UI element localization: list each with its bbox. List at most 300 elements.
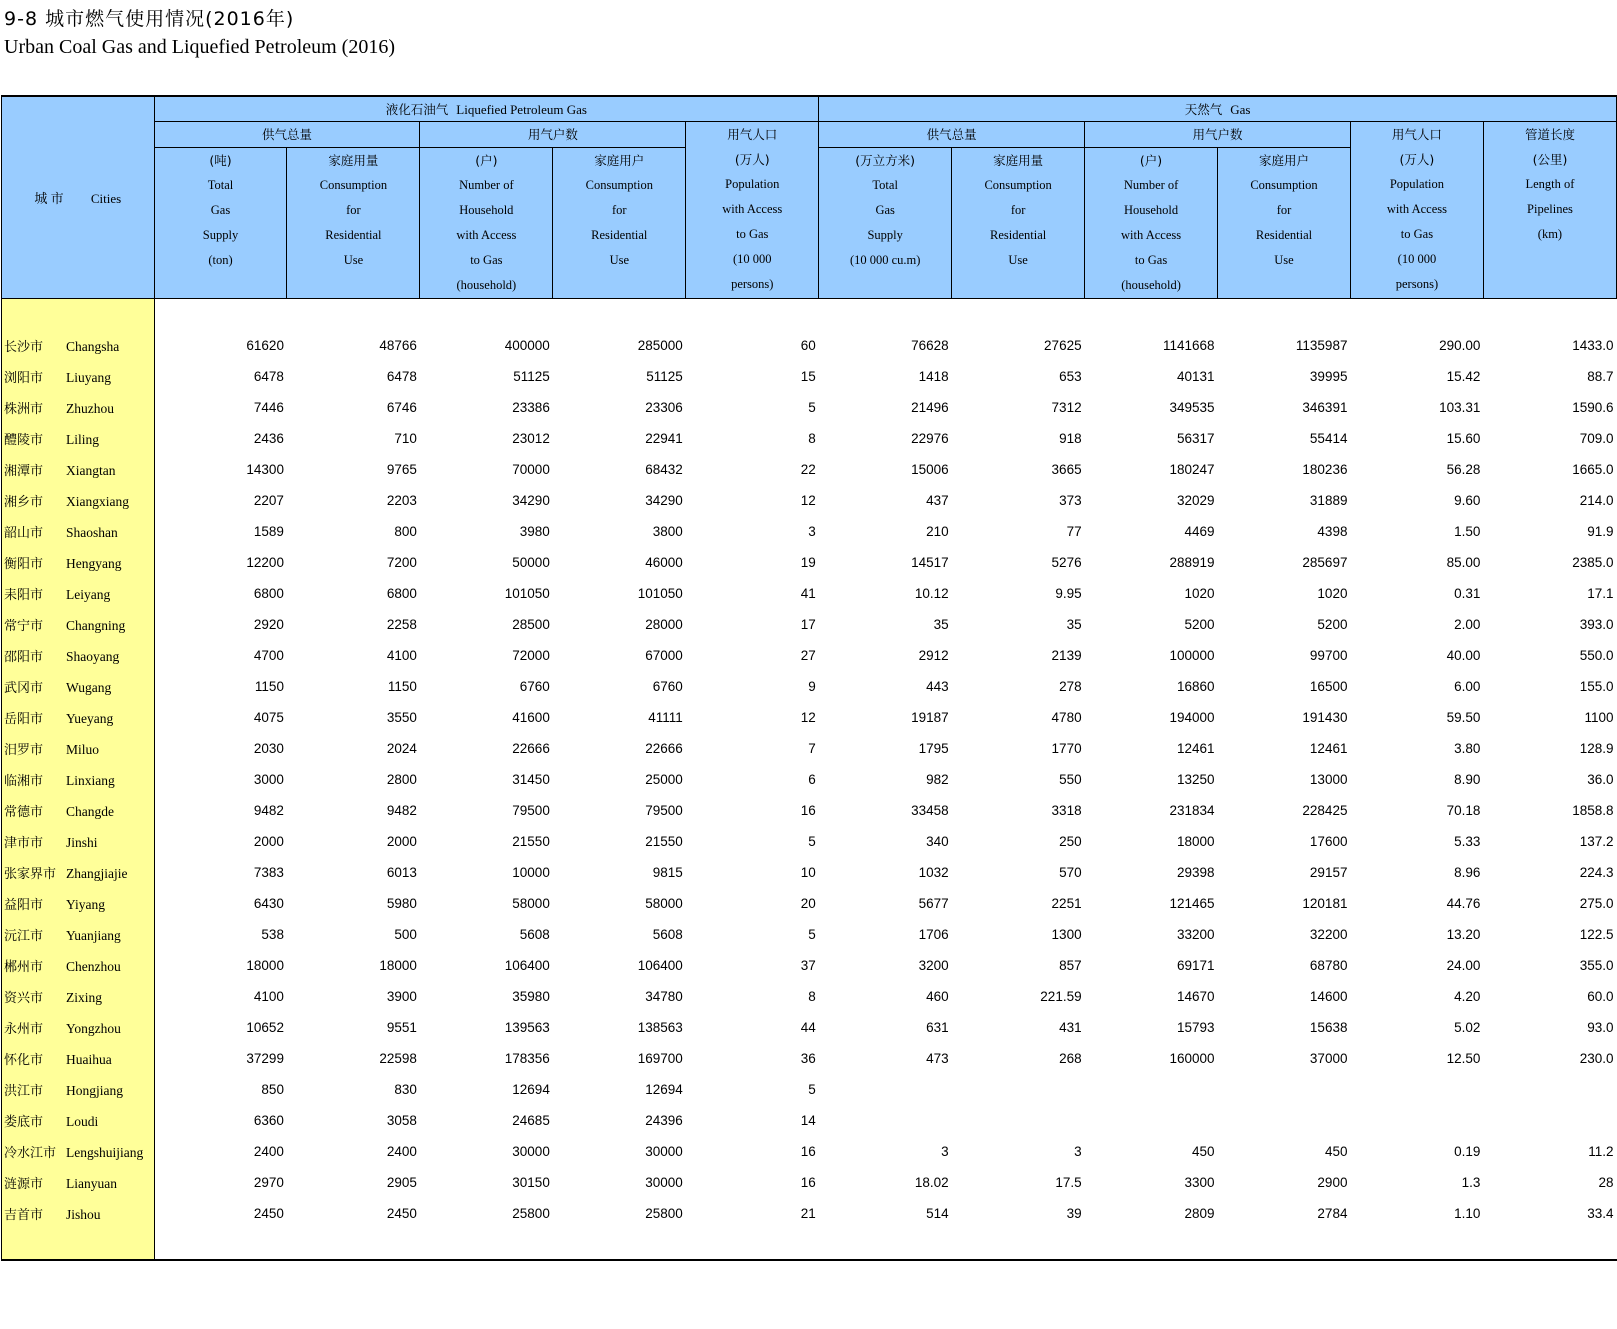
header-line: Household: [1123, 203, 1179, 217]
city-name-en: Wugang: [66, 680, 112, 695]
header-line: 家庭用户: [594, 153, 645, 168]
city-name-cn: 沅江市: [4, 929, 44, 944]
value-cell: 191430: [1302, 710, 1348, 725]
header-line: Residential: [1255, 228, 1313, 242]
value-cell: 346391: [1302, 400, 1348, 415]
value-cell: 2207: [253, 493, 284, 508]
table-row: [2, 361, 1617, 392]
value-cell: 230.0: [1579, 1051, 1614, 1066]
value-cell: 194000: [1169, 710, 1215, 725]
city-name-en: Loudi: [66, 1114, 99, 1129]
value-cell: 9: [808, 679, 816, 694]
value-cell: 72000: [512, 648, 550, 663]
value-cell: 5980: [386, 896, 417, 911]
value-cell: 99700: [1309, 648, 1348, 663]
header-line: to Gas: [736, 227, 769, 241]
city-name-en: Miluo: [66, 742, 100, 757]
header-line: Pipelines: [1527, 202, 1573, 216]
value-cell: 2030: [253, 741, 284, 756]
value-cell: 7383: [253, 865, 284, 880]
city-name-en: Lengshuijiang: [66, 1145, 144, 1160]
city-cell: [2, 423, 155, 454]
header-line: Consumption: [319, 178, 388, 192]
city-name-en: Shaoyang: [66, 649, 120, 664]
value-cell: 857: [1059, 958, 1082, 973]
value-cell: 58000: [512, 896, 550, 911]
city-name-en: Yiyang: [66, 897, 105, 912]
header-line: Household: [459, 203, 514, 217]
city-name-en: Jinshi: [66, 835, 98, 850]
lpg-header-en: Liquefied Petroleum Gas: [456, 102, 587, 117]
header-line: (household): [1121, 278, 1181, 292]
value-cell: 79500: [512, 803, 550, 818]
table-row: [2, 1167, 1617, 1198]
value-cell: 514: [926, 1206, 949, 1221]
header-line: for: [1276, 203, 1292, 217]
header-line: 家庭用量: [328, 153, 379, 168]
value-cell: 21: [800, 1206, 816, 1221]
table-row: [2, 702, 1617, 733]
value-cell: 46000: [645, 555, 683, 570]
value-cell: 25800: [645, 1206, 683, 1221]
lpg-households-total-header: [420, 148, 553, 299]
value-cell: 60.0: [1587, 989, 1614, 1004]
value-cell: 393.0: [1579, 617, 1614, 632]
city-cell: [2, 392, 155, 423]
value-cell: 2970: [253, 1175, 284, 1190]
table-row: [2, 919, 1617, 950]
table-row: [2, 826, 1617, 857]
header-line: (ton): [208, 253, 233, 267]
value-cell: 23306: [645, 400, 683, 415]
value-cell: 6013: [386, 865, 417, 880]
value-cell: 570: [1059, 865, 1082, 880]
value-cell: 550: [1059, 772, 1082, 787]
value-cell: 160000: [1169, 1051, 1215, 1066]
lpg-residential-households-header: [553, 148, 686, 299]
lpg-supply-header: [154, 122, 420, 148]
value-cell: 4.20: [1454, 989, 1481, 1004]
value-cell: 5.02: [1454, 1020, 1481, 1035]
value-cell: 37000: [1309, 1051, 1348, 1066]
table-row: [2, 547, 1617, 578]
header-line: (万立方米): [855, 153, 916, 168]
header-line: (户): [475, 153, 498, 168]
value-cell: 8: [808, 989, 816, 1004]
value-cell: 2024: [386, 741, 417, 756]
value-cell: 120181: [1302, 896, 1348, 911]
value-cell: 24.00: [1446, 958, 1481, 973]
value-cell: 18000: [246, 958, 284, 973]
header-line: Use: [609, 253, 630, 267]
city-name-en: Liuyang: [66, 370, 111, 385]
value-cell: 37: [800, 958, 816, 973]
city-name-en: Changsha: [66, 339, 120, 354]
value-cell: 268: [1059, 1051, 1082, 1066]
city-cell: [2, 888, 155, 919]
value-cell: 139563: [504, 1020, 550, 1035]
value-cell: 41: [800, 586, 816, 601]
value-cell: 7200: [386, 555, 417, 570]
value-cell: 8: [808, 431, 816, 446]
value-cell: 4469: [1184, 524, 1215, 539]
city-header-cn: 城 市: [34, 191, 64, 206]
city-cell: [2, 454, 155, 485]
value-cell: 101050: [504, 586, 550, 601]
value-cell: 12694: [512, 1082, 550, 1097]
value-cell: 4100: [253, 989, 284, 1004]
value-cell: 23012: [512, 431, 550, 446]
value-cell: 35980: [512, 989, 550, 1004]
table-row: [2, 981, 1617, 1012]
city-name-cn: 韶山市: [4, 526, 44, 541]
value-cell: 918: [1059, 431, 1082, 446]
value-cell: 1141668: [1162, 338, 1215, 353]
value-cell: [819, 1105, 952, 1136]
table-row: [2, 1074, 1617, 1105]
header-line: with Access: [1386, 202, 1447, 216]
city-cell: [2, 1012, 155, 1043]
header-line: (10 000: [732, 252, 772, 266]
value-cell: 12461: [1176, 741, 1215, 756]
value-cell: 60: [800, 338, 816, 353]
value-cell: [952, 1105, 1085, 1136]
value-cell: 1.50: [1454, 524, 1481, 539]
city-name-cn: 益阳市: [4, 898, 44, 913]
value-cell: [1085, 1105, 1218, 1136]
table-row: [2, 733, 1617, 764]
value-cell: 1135987: [1295, 338, 1348, 353]
city-name-cn: 岳阳市: [4, 712, 44, 727]
value-cell: 14: [800, 1113, 816, 1128]
value-cell: 2800: [386, 772, 417, 787]
value-cell: 631: [926, 1020, 949, 1035]
value-cell: 231834: [1169, 803, 1215, 818]
value-cell: 14517: [911, 555, 949, 570]
city-name-en: Yongzhou: [66, 1021, 121, 1036]
page-title-cn: 9-8 城市燃气使用情况(2016年): [4, 8, 295, 30]
value-cell: 24685: [512, 1113, 550, 1128]
value-cell: 20: [800, 896, 816, 911]
value-cell: 56317: [1176, 431, 1215, 446]
city-name-en: Liling: [66, 432, 99, 447]
city-cell: [2, 1043, 155, 1074]
value-cell: 122.5: [1579, 927, 1614, 942]
city-name-cn: 邵阳市: [4, 650, 44, 665]
value-cell: 79500: [645, 803, 683, 818]
value-cell: 106400: [637, 958, 683, 973]
header-line: (10 000: [1397, 252, 1437, 266]
value-cell: 44.76: [1446, 896, 1481, 911]
value-cell: 10000: [512, 865, 550, 880]
city-name-cn: 株洲市: [4, 402, 44, 417]
value-cell: 61620: [246, 338, 284, 353]
value-cell: 22976: [911, 431, 949, 446]
value-cell: [819, 1074, 952, 1105]
value-cell: 22666: [512, 741, 550, 756]
value-cell: 2436: [253, 431, 284, 446]
header-line: for: [346, 203, 361, 217]
value-cell: 3900: [386, 989, 417, 1004]
value-cell: 2905: [386, 1175, 417, 1190]
value-cell: 1100: [1584, 710, 1614, 725]
city-cell: [2, 485, 155, 516]
city-column-header: [2, 96, 155, 299]
value-cell: 15793: [1176, 1020, 1215, 1035]
value-cell: 85.00: [1446, 555, 1481, 570]
value-cell: 3800: [652, 524, 683, 539]
value-cell: 3: [941, 1144, 949, 1159]
value-cell: 68432: [645, 462, 683, 477]
value-cell: 224.3: [1579, 865, 1614, 880]
header-line: (万人): [734, 152, 770, 167]
city-name-cn: 浏阳市: [4, 371, 44, 386]
value-cell: 16: [800, 1175, 816, 1190]
table-row: [2, 578, 1617, 609]
header-line: to Gas: [1134, 253, 1168, 267]
city-name-en: Xiangxiang: [66, 494, 129, 509]
value-cell: 221.59: [1040, 989, 1082, 1004]
header-line: 家庭用户: [1258, 153, 1309, 168]
city-cell: [2, 795, 155, 826]
city-name-cn: 娄底市: [4, 1115, 44, 1130]
value-cell: 30000: [645, 1175, 683, 1190]
table-row: [2, 423, 1617, 454]
value-cell: 278: [1059, 679, 1082, 694]
header-line: Gas: [210, 203, 231, 217]
header-line: to Gas: [1400, 227, 1434, 241]
header-line: Gas: [875, 203, 895, 217]
value-cell: 3550: [386, 710, 417, 725]
table-row: [2, 764, 1617, 795]
value-cell: 6478: [386, 369, 417, 384]
city-name-en: Hengyang: [66, 556, 122, 571]
value-cell: 9815: [652, 865, 683, 880]
ng-households-total-header: [1085, 148, 1218, 299]
value-cell: 33.4: [1587, 1206, 1614, 1221]
value-cell: 2900: [1317, 1175, 1348, 1190]
city-name-cn: 永州市: [4, 1022, 44, 1037]
city-cell: [2, 578, 155, 609]
value-cell: 443: [926, 679, 949, 694]
header-line: Population: [1389, 177, 1445, 191]
value-cell: 70000: [512, 462, 550, 477]
value-cell: 5200: [1184, 617, 1215, 632]
city-cell: [2, 950, 155, 981]
value-cell: 9.95: [1055, 586, 1082, 601]
value-cell: 70.18: [1446, 803, 1481, 818]
value-cell: 2450: [253, 1206, 284, 1221]
city-name-en: Lianyuan: [66, 1176, 117, 1191]
value-cell: 15: [800, 369, 816, 384]
city-name-en: Changning: [66, 618, 126, 633]
value-cell: 9765: [386, 462, 417, 477]
value-cell: 500: [394, 927, 417, 942]
city-name-cn: 吉首市: [4, 1208, 44, 1223]
header-line: for: [1010, 203, 1026, 217]
value-cell: 35: [933, 617, 949, 632]
value-cell: 59.50: [1446, 710, 1481, 725]
value-cell: 40.00: [1446, 648, 1481, 663]
city-name-en: Linxiang: [66, 773, 115, 788]
value-cell: 1589: [253, 524, 284, 539]
value-cell: 18000: [379, 958, 417, 973]
value-cell: 5: [808, 927, 816, 942]
value-cell: 128.9: [1579, 741, 1614, 756]
value-cell: 13000: [1309, 772, 1348, 787]
value-cell: 1433.0: [1572, 338, 1614, 353]
value-cell: 1150: [254, 679, 284, 694]
value-cell: 2000: [253, 834, 284, 849]
value-cell: 210: [926, 524, 949, 539]
header-line: 供气总量: [926, 127, 977, 142]
city-name-en: Changde: [66, 804, 114, 819]
value-cell: 22598: [379, 1051, 417, 1066]
lpg-total-supply-header: [154, 148, 287, 299]
value-cell: 1665.0: [1572, 462, 1614, 477]
value-cell: 68780: [1309, 958, 1348, 973]
city-name-en: Shaoshan: [66, 525, 118, 540]
lpg-group-header: [154, 96, 819, 122]
value-cell: 11.2: [1588, 1144, 1614, 1159]
header-line: Length of: [1525, 177, 1575, 191]
value-cell: 450: [1192, 1144, 1215, 1159]
value-cell: 9482: [386, 803, 417, 818]
value-cell: 460: [926, 989, 949, 1004]
header-line: persons): [731, 277, 774, 291]
header-line: with Access: [456, 228, 517, 242]
value-cell: 93.0: [1587, 1020, 1614, 1035]
city-cell: [2, 330, 155, 361]
value-cell: 25800: [512, 1206, 550, 1221]
value-cell: 16500: [1309, 679, 1348, 694]
value-cell: [1350, 1074, 1483, 1105]
value-cell: 180247: [1169, 462, 1215, 477]
header-line: Consumption: [1250, 178, 1318, 192]
value-cell: 44: [800, 1020, 816, 1035]
value-cell: 28: [1598, 1175, 1614, 1190]
city-name-cn: 湘乡市: [4, 495, 44, 510]
value-cell: 10: [800, 865, 816, 880]
value-cell: 28000: [645, 617, 683, 632]
table-row: [2, 671, 1617, 702]
value-cell: 1020: [1317, 586, 1348, 601]
value-cell: 8.90: [1454, 772, 1481, 787]
table-row: [2, 1012, 1617, 1043]
end-spacer-row: [2, 1229, 1617, 1260]
value-cell: 437: [926, 493, 949, 508]
value-cell: 3: [808, 524, 816, 539]
value-cell: 37299: [246, 1051, 284, 1066]
value-cell: 18000: [1176, 834, 1215, 849]
header-line: Total: [872, 178, 898, 192]
value-cell: 23386: [512, 400, 550, 415]
value-cell: 69171: [1176, 958, 1215, 973]
value-cell: 830: [394, 1082, 417, 1097]
table-row: [2, 609, 1617, 640]
value-cell: 3665: [1051, 462, 1082, 477]
value-cell: 16: [800, 803, 816, 818]
lpg-households-header: [420, 122, 686, 148]
value-cell: 21550: [512, 834, 550, 849]
value-cell: 31450: [512, 772, 550, 787]
value-cell: 1858.8: [1572, 803, 1614, 818]
value-cell: 7446: [253, 400, 284, 415]
value-cell: 18.02: [914, 1175, 949, 1190]
value-cell: 40131: [1176, 369, 1215, 384]
value-cell: [1218, 1105, 1351, 1136]
header-line: 供气总量: [261, 127, 312, 142]
value-cell: 12694: [645, 1082, 683, 1097]
city-name-en: Zixing: [66, 990, 102, 1005]
value-cell: 2400: [253, 1144, 284, 1159]
table-row: [2, 1198, 1617, 1229]
value-cell: 19: [800, 555, 816, 570]
value-cell: 473: [926, 1051, 949, 1066]
value-cell: [1350, 1105, 1483, 1136]
value-cell: [1483, 1074, 1616, 1105]
header-line: Use: [343, 253, 364, 267]
value-cell: 1418: [918, 369, 949, 384]
value-cell: 36.0: [1587, 772, 1614, 787]
value-cell: 5608: [519, 927, 550, 942]
lpg-population-header: [686, 122, 819, 299]
value-cell: 48766: [379, 338, 417, 353]
value-cell: 22666: [645, 741, 683, 756]
value-cell: 21496: [911, 400, 949, 415]
header-line: Consumption: [984, 178, 1052, 192]
value-cell: 19187: [911, 710, 949, 725]
value-cell: 91.9: [1587, 524, 1614, 539]
city-cell: [2, 764, 155, 795]
value-cell: 2920: [253, 617, 284, 632]
value-cell: 180236: [1302, 462, 1348, 477]
value-cell: 2139: [1051, 648, 1082, 663]
header-line: (吨): [209, 153, 232, 168]
value-cell: 5608: [652, 927, 683, 942]
value-cell: 1.3: [1461, 1175, 1481, 1190]
value-cell: 39995: [1309, 369, 1348, 384]
city-name-en: Yueyang: [66, 711, 114, 726]
value-cell: 15.42: [1446, 369, 1481, 384]
city-name-cn: 临湘市: [4, 774, 44, 789]
city-name-cn: 涟源市: [4, 1177, 44, 1192]
city-name-cn: 常德市: [4, 805, 44, 820]
value-cell: 982: [926, 772, 949, 787]
city-cell: [2, 640, 155, 671]
table-row: [2, 392, 1617, 423]
value-cell: 6800: [253, 586, 284, 601]
value-cell: 14600: [1309, 989, 1348, 1004]
value-cell: 106400: [504, 958, 550, 973]
table-row: [2, 857, 1617, 888]
value-cell: 27625: [1044, 338, 1082, 353]
header-line: Residential: [325, 228, 382, 242]
ng-population-header: [1350, 122, 1483, 299]
value-cell: 6: [808, 772, 816, 787]
value-cell: 431: [1059, 1020, 1082, 1035]
table-row: [2, 795, 1617, 826]
value-cell: 228425: [1302, 803, 1348, 818]
value-cell: 121465: [1169, 896, 1215, 911]
value-cell: 103.31: [1439, 400, 1481, 415]
header-line: Number of: [1123, 178, 1179, 192]
value-cell: 2.00: [1454, 617, 1481, 632]
city-name-cn: 长沙市: [4, 340, 44, 355]
value-cell: 1795: [918, 741, 949, 756]
city-name-en: Leiyang: [66, 587, 111, 602]
city-name-cn: 衡阳市: [4, 557, 44, 572]
